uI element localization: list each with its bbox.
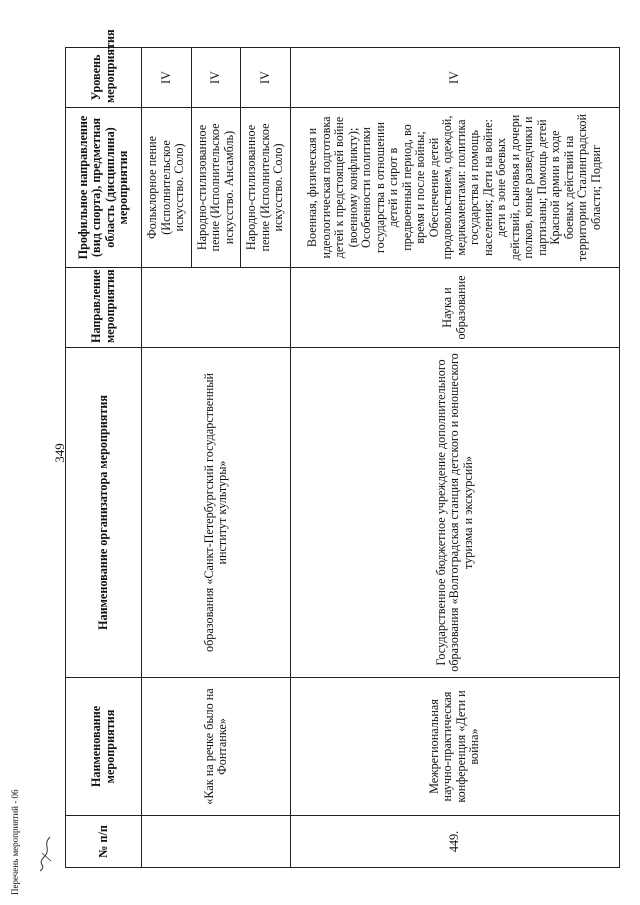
cell-organizer: Государственное бюджетное учреждение дополнительного образования «Волгоградская станция детского и юношеского туризма и экскурсий» [290, 348, 619, 678]
table-row [290, 48, 619, 868]
cell-level: IV [142, 48, 192, 108]
cell-name: Межрегиональная научно-практическая конференция «Дети и война» [290, 678, 619, 816]
cell-level: IV [191, 48, 241, 108]
header-level: Уровень мероприятия [66, 48, 142, 108]
rotated-table-container [65, 29, 620, 868]
page-number: 349 [52, 443, 67, 463]
cell-num: 449. [290, 816, 619, 868]
cell-organizer: образования «Санкт-Петербургский государственный институт культуры» [142, 348, 291, 678]
header-organizer: Наименование организатора мероприятия [66, 348, 142, 678]
cell-profile: Народно-стилизованное пение (Исполнительское искусство. Соло) [241, 108, 291, 268]
cell-level: IV [241, 48, 291, 108]
cell-direction [142, 268, 291, 348]
cell-name: «Как на речке было на Фонтанке» [142, 678, 291, 816]
cell-profile: Военная, физическая и идеологическая подготовка детей к предстоящей войне (военному конфликту); Особенности политики государства в отношении детей и сирот в предвоенный период, во время и после войны; Обеспечение детей продовольствием, одеждой, медикаментами: политика государства и помощь населения; Дети на войне: дети в зоне боевых действий, сыновья и дочери полков, юные разведчики и партизаны; Помощь детей Красной армии в ходе боевых действий на территории Сталинградской области; Подвиг [290, 108, 619, 268]
cell-direction: Наука и образование [290, 268, 619, 348]
signature-mark [36, 835, 56, 873]
footer-note: Перечень мероприятий - 06 [10, 789, 20, 895]
table-row [142, 48, 192, 868]
table-header-row [66, 48, 142, 868]
header-direction: Направление мероприятия [66, 268, 142, 348]
header-num: № п/п [66, 816, 142, 868]
cell-num [142, 816, 291, 868]
events-table [65, 29, 620, 868]
header-name: Наименование мероприятия [66, 678, 142, 816]
cell-level: IV [290, 48, 619, 108]
cell-profile: Фольклорное пение (Исполнительское искусство. Соло) [142, 108, 192, 268]
header-profile: Профильное направление (вид спорта), предметная область (дисциплина) мероприятия [66, 108, 142, 268]
cell-profile: Народно-стилизованное пение (Исполнительское искусство. Ансамбль) [191, 108, 241, 268]
